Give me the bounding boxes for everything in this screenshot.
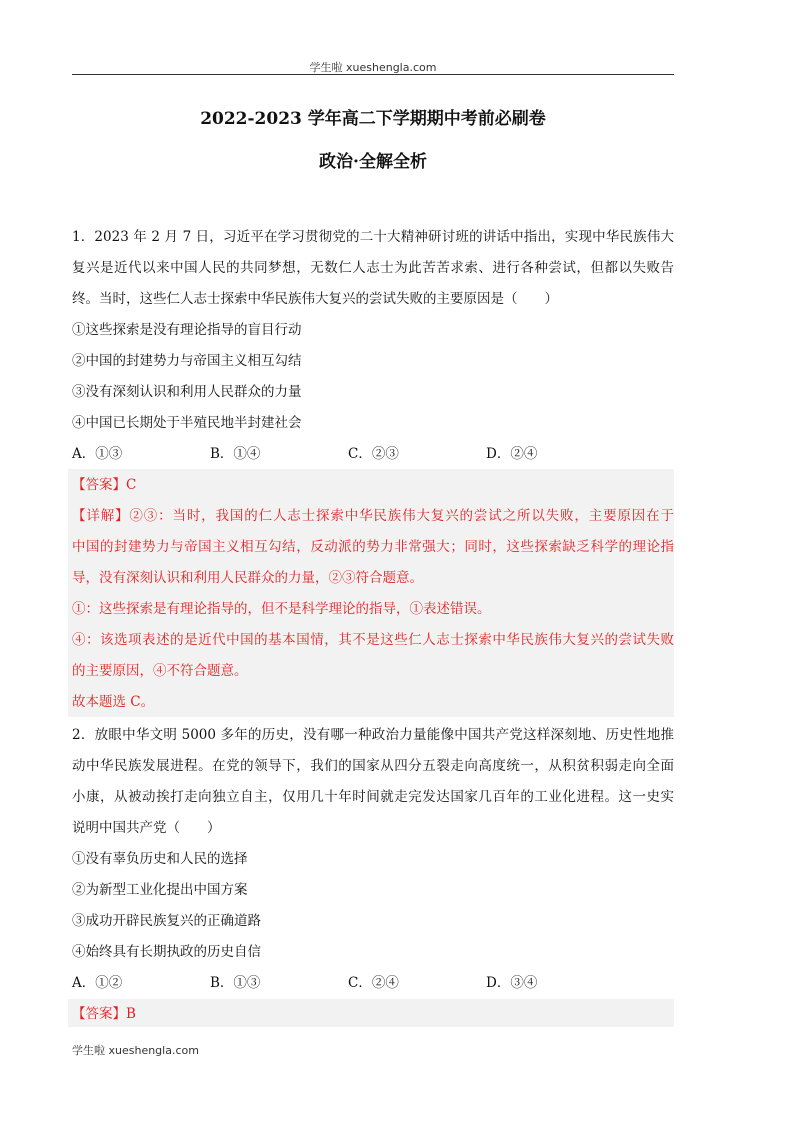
question-2-text-line: 动中华民族发展进程。在党的领导下，我们的国家从四分五裂走向高度统一，从积贫积弱走向全面 bbox=[72, 758, 674, 774]
question-2-option-b: B．①③ bbox=[210, 975, 261, 991]
document-subtitle: 政治·全解全析 bbox=[319, 152, 427, 172]
question-2-statement: ①没有辜负历史和人民的选择 bbox=[72, 851, 248, 867]
question-2-answer: 【答案】B bbox=[72, 1006, 136, 1022]
question-1-explanation-line: ①：这些探索是有理论指导的，但不是科学理论的指导，①表述错误。 bbox=[72, 601, 491, 617]
question-1-explanation-line: 中国的封建势力与帝国主义相互勾结，反动派的势力非常强大；同时，这些探索缺乏科学的理论指 bbox=[72, 539, 674, 555]
page-footer: 学生啦 xueshengla.com bbox=[72, 1044, 199, 1057]
question-1-option-d: D．②④ bbox=[486, 446, 538, 462]
question-2-option-c: C．②④ bbox=[348, 975, 399, 991]
question-2-option-d: D．③④ bbox=[486, 975, 538, 991]
question-2-text-line: 说明中国共产党（ ） bbox=[72, 820, 221, 836]
question-1-option-a: A．①③ bbox=[72, 446, 123, 462]
question-1-answer: 【答案】C bbox=[72, 477, 137, 493]
question-1-explanation-line: 【详解】②③：当时，我国的仁人志士探索中华民族伟大复兴的尝试之所以失败，主要原因在于 bbox=[72, 508, 674, 524]
question-2-text-line: 小康，从被动挨打走向独立自主，仅用几十年时间就走完发达国家几百年的工业化进程。这一史实 bbox=[72, 789, 674, 805]
question-1-option-c: C．②③ bbox=[348, 446, 399, 462]
question-2-option-a: A．①② bbox=[72, 975, 123, 991]
document-title: 2022-2023 学年高二下学期期中考前必刷卷 bbox=[200, 109, 546, 129]
question-1-explanation-line: 导，没有深刻认识和利用人民群众的力量，②③符合题意。 bbox=[72, 570, 423, 586]
question-1-explanation-line: ④：该选项表述的是近代中国的基本国情，其不是这些仁人志士探索中华民族伟大复兴的尝试失败 bbox=[72, 632, 674, 648]
question-2-text-line: 2．放眼中华文明 5000 多年的历史，没有哪一种政治力量能像中国共产党这样深刻地、历史性地推 bbox=[72, 727, 674, 743]
question-2-statement: ③成功开辟民族复兴的正确道路 bbox=[72, 913, 261, 929]
question-1-conclusion: 故本题选 C。 bbox=[72, 694, 155, 710]
question-1-statement: ②中国的封建势力与帝国主义相互勾结 bbox=[72, 353, 302, 369]
question-1-text-line: 1．2023 年 2 月 7 日，习近平在学习贯彻党的二十大精神研讨班的讲话中指出，实现中华民族伟大 bbox=[72, 229, 674, 245]
question-1-option-b: B．①④ bbox=[210, 446, 261, 462]
question-2-statement: ②为新型工业化提出中国方案 bbox=[72, 882, 248, 898]
question-2-statement: ④始终具有长期执政的历史自信 bbox=[72, 944, 261, 960]
question-1-statement: ③没有深刻认识和利用人民群众的力量 bbox=[72, 384, 302, 400]
question-1-statement: ①这些探索是没有理论指导的盲目行动 bbox=[72, 322, 302, 338]
question-1-explanation-line: 的主要原因，④不符合题意。 bbox=[72, 663, 248, 679]
page-header: 学生啦 xueshengla.com bbox=[309, 61, 437, 74]
question-1-statement: ④中国已长期处于半殖民地半封建社会 bbox=[72, 415, 302, 431]
question-1-text-line: 复兴是近代以来中国人民的共同梦想，无数仁人志士为此苦苦求索、进行各种尝试，但都以失败告 bbox=[72, 260, 674, 276]
question-1-text-line: 终。当时，这些仁人志士探索中华民族伟大复兴的尝试失败的主要原因是（ ） bbox=[72, 291, 558, 307]
header-divider bbox=[72, 74, 674, 75]
